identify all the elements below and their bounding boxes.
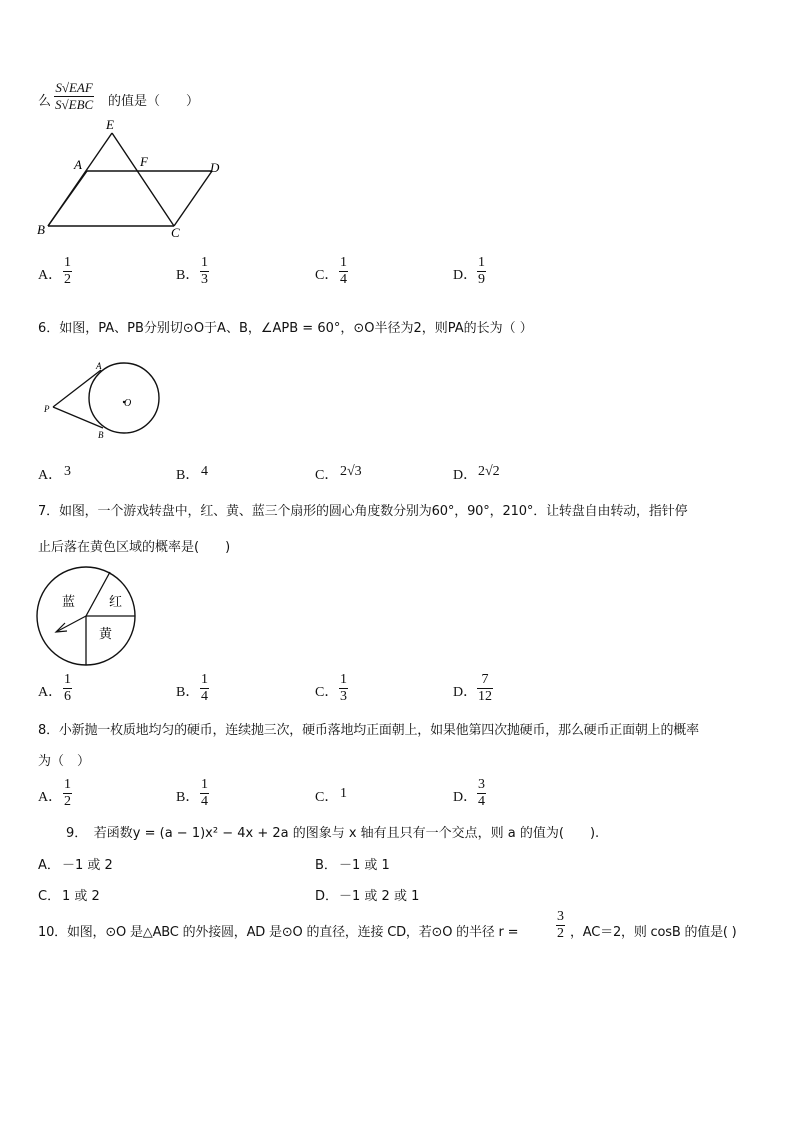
- q9-stem: 9． 若函数y = (a − 1)x² − 4x + 2a 的图象与 x 轴有且只有一个交点，则 a 的值为( ).: [66, 826, 600, 841]
- q8-option-c-value: 1: [340, 786, 347, 801]
- q6-option-a-value: 3: [64, 464, 71, 479]
- q6-figure: [40, 358, 168, 442]
- q10-radius-fraction: $\frac{3}{2}$: [557, 909, 564, 941]
- q5-area-ratio: [54, 80, 94, 113]
- q7-option-c-letter: C．: [315, 685, 339, 700]
- q5-option-a-value: $\frac{1}{2}$: [64, 255, 71, 287]
- q7-option-b-letter: B．: [176, 685, 200, 700]
- q7-option-a-letter: A．: [38, 685, 63, 700]
- q7-spinner-figure: [36, 564, 142, 668]
- q7-option-d-letter: D．: [453, 685, 478, 700]
- q8-option-a-value: $\frac{1}{2}$: [64, 777, 71, 809]
- q6-label-b: B: [98, 430, 104, 440]
- q5-option-a-letter: A．: [38, 268, 63, 283]
- q5-label-d: D: [210, 160, 220, 175]
- q5-suffix: 的值是（ ）: [108, 94, 200, 109]
- q7-sector-red-label: 红: [109, 594, 123, 609]
- q10-prefix: 10．如图，⊙O 是△ABC 的外接圆，AD 是⊙O 的直径，连接 CD，若⊙O 的半径 r =: [38, 925, 519, 940]
- q6-option-d-letter: D．: [453, 468, 478, 483]
- q9-option-a-value: －1 或 2: [62, 858, 113, 873]
- q6-option-b-letter: B．: [176, 468, 200, 483]
- q8-option-d-value: $\frac{3}{4}$: [478, 777, 485, 809]
- q5-label-c: C: [171, 225, 180, 240]
- q9-option-c-value: 1 或 2: [62, 889, 100, 904]
- q6-label-o: O: [124, 398, 132, 409]
- q6-stem: 6．如图，PA、PB分别切⊙O于A、B，∠APB = 60°，⊙O半径为2，则PA的长为（ ）: [38, 321, 533, 336]
- q6-label-a: A: [96, 361, 102, 371]
- q10-suffix: ，AC＝2，则 cosB 的值是( ): [570, 925, 737, 940]
- q8-option-c-letter: C．: [315, 790, 339, 805]
- q7-option-c-value: $\frac{1}{3}$: [340, 672, 347, 704]
- q7-option-a-value: $\frac{1}{6}$: [64, 672, 71, 704]
- q5-label-f: F: [140, 154, 148, 169]
- q8-option-a-letter: A．: [38, 790, 63, 805]
- q9-option-a-letter: A．: [38, 858, 60, 873]
- q8-option-b-letter: B．: [176, 790, 200, 805]
- q5-option-c-value: $\frac{1}{4}$: [340, 255, 347, 287]
- q5-option-b-letter: B．: [176, 268, 200, 283]
- q7-option-d-value: $\frac{7}{12}$: [478, 672, 492, 704]
- q5-label-b: B: [37, 222, 45, 237]
- q5-label-a: A: [74, 157, 82, 172]
- q9-option-c-letter: C．: [38, 889, 61, 904]
- q7-sector-blue-label: 蓝: [62, 594, 76, 609]
- q5-ratio-numerator: S√EAF: [55, 80, 93, 95]
- q5-option-c-letter: C．: [315, 268, 339, 283]
- q8-stem-line-2: 为（ ）: [38, 754, 91, 769]
- q5-ratio-denominator: S√EBC: [55, 97, 94, 112]
- q8-stem-line-1: 8．小新抛一枚质地均匀的硬币，连续抛三次，硬币落地均正面朝上，如果他第四次抛硬币，那么硬币正面朝上的概率: [38, 723, 699, 738]
- q8-option-d-letter: D．: [453, 790, 478, 805]
- q7-stem-line-1: 7．如图，一个游戏转盘中，红、黄、蓝三个扇形的圆心角度数分别为60°，90°，210°．让转盘自由转动，指针停: [38, 504, 688, 519]
- q9-option-d-value: －1 或 2 或 1: [339, 889, 420, 904]
- q9-option-b-value: －1 或 1: [339, 858, 390, 873]
- q5-option-b-value: $\frac{1}{3}$: [201, 255, 208, 287]
- q7-option-b-value: $\frac{1}{4}$: [201, 672, 208, 704]
- q6-option-d-value: 2√2: [478, 464, 500, 479]
- q7-sector-yellow-label: 黄: [99, 626, 113, 641]
- q6-option-c-letter: C．: [315, 468, 339, 483]
- q5-figure: [36, 116, 232, 240]
- q6-option-b-value: 4: [201, 464, 208, 479]
- q7-stem-line-2: 止后落在黄色区域的概率是( ): [38, 540, 231, 555]
- q9-option-b-letter: B．: [315, 858, 337, 873]
- q5-option-d-letter: D．: [453, 268, 478, 283]
- q9-option-d-letter: D．: [315, 889, 339, 904]
- q8-option-b-value: $\frac{1}{4}$: [201, 777, 208, 809]
- q5-option-d-value: $\frac{1}{9}$: [478, 255, 485, 287]
- q5-label-e: E: [106, 117, 114, 132]
- q6-option-a-letter: A．: [38, 468, 63, 483]
- q6-label-p: P: [44, 404, 50, 414]
- q5-prefix: 么: [38, 94, 52, 109]
- q6-option-c-value: 2√3: [340, 464, 362, 479]
